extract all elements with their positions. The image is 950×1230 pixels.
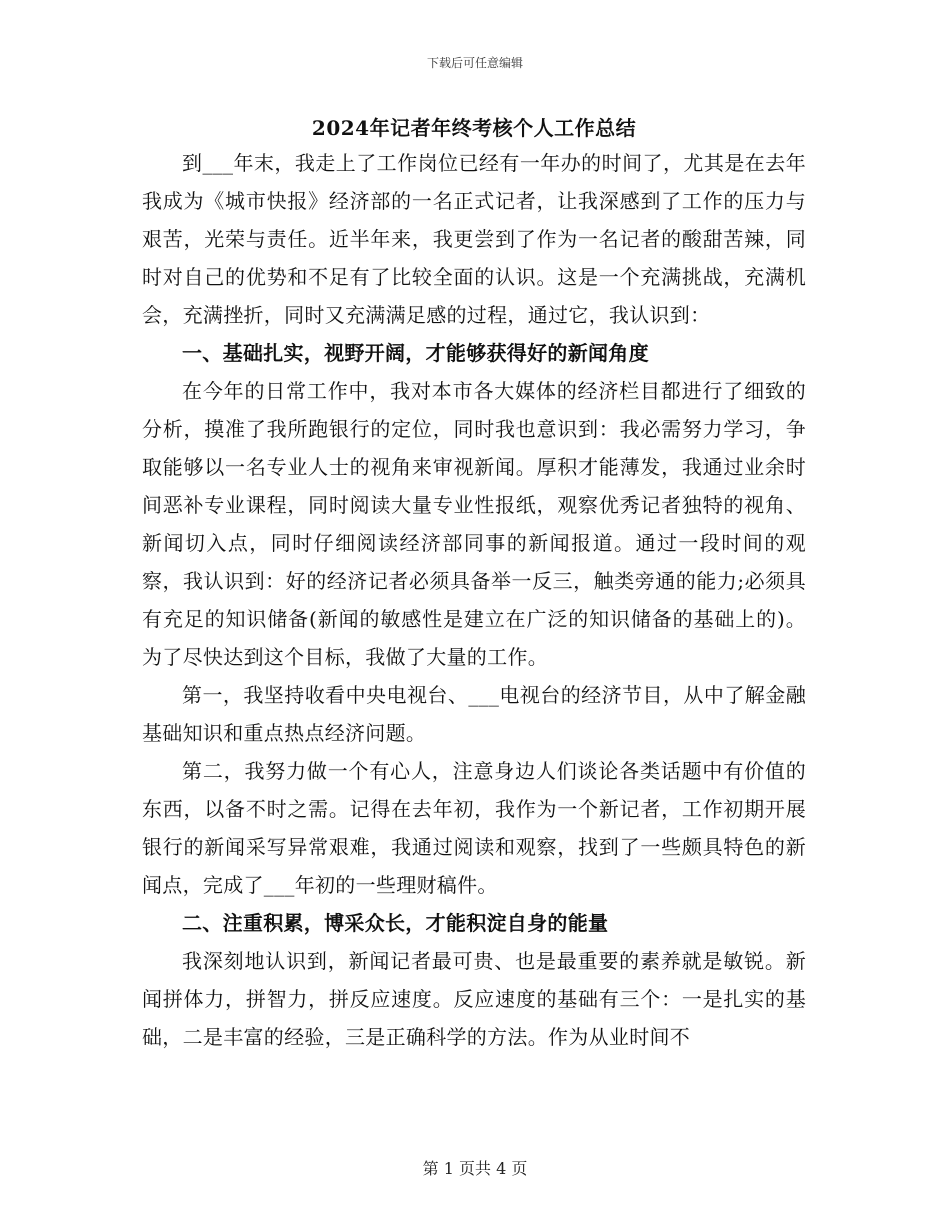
paragraph-section2-main: 我深刻地认识到，新闻记者最可贵、也是最重要的素养就是敏锐。新闻拼体力，拼智力，拼反应速度。反应速度的基础有三个：一是扎实的基础，二是丰富的经验，三是正确科学的方法。作为从业时间不 — [142, 949, 806, 1049]
document-body — [142, 112, 806, 1056]
paragraph-second-point: 第二，我努力做一个有心人，注意身边人们谈论各类话题中有价值的东西，以备不时之需。记得在去年初，我作为一个新记者，工作初期开展银行的新闻采写异常艰难，我通过阅读和观察，找到了一些颇具特色的新闻点，完成了___年初的一些理财稿件。 — [142, 759, 806, 897]
paragraph-first-point: 第一，我坚持收看中央电视台、___电视台的经济节目，从中了解金融基础知识和重点热点经济问题。 — [142, 683, 806, 745]
paragraph-intro: 到___年末，我走上了工作岗位已经有一年办的时间了，尤其是在去年我成为《城市快报》经济部的一名正式记者，让我深感到了工作的压力与艰苦，光荣与责任。近半年来，我更尝到了作为一名记者的酸甜苦辣，同时对自己的优势和不足有了比较全面的认识。这是一个充满挑战，充满机会，充满挫折，同时又充满满足感的过程，通过它，我认识到： — [142, 151, 806, 327]
page-number: 第 1 页共 4 页 — [422, 1159, 528, 1178]
header-note: 下载后可任意编辑 — [426, 56, 523, 70]
document-title: 2024年记者年终考核个人工作总结 — [311, 116, 637, 140]
section-heading-2: 二、注重积累，博采众长，才能积淀自身的能量 — [182, 911, 609, 935]
paragraph-section1-main: 在今年的日常工作中，我对本市各大媒体的经济栏目都进行了细致的分析，摸准了我所跑银行的定位，同时我也意识到：我必需努力学习，争取能够以一名专业人士的视角来审视新闻。厚积才能薄发，我通过业余时间恶补专业课程，同时阅读大量专业性报纸，观察优秀记者独特的视角、新闻切入点，同时仔细阅读经济部同事的新闻报道。通过一段时间的观察，我认识到：好的经济记者必须具备举一反三，触类旁通的能力;必须具有充足的知识储备(新闻的敏感性是建立在广泛的知识储备的基础上的)。为了尽快达到这个目标，我做了大量的工作。 — [142, 379, 806, 669]
section-heading-1: 一、基础扎实，视野开阔，才能够获得好的新闻角度 — [182, 341, 649, 365]
